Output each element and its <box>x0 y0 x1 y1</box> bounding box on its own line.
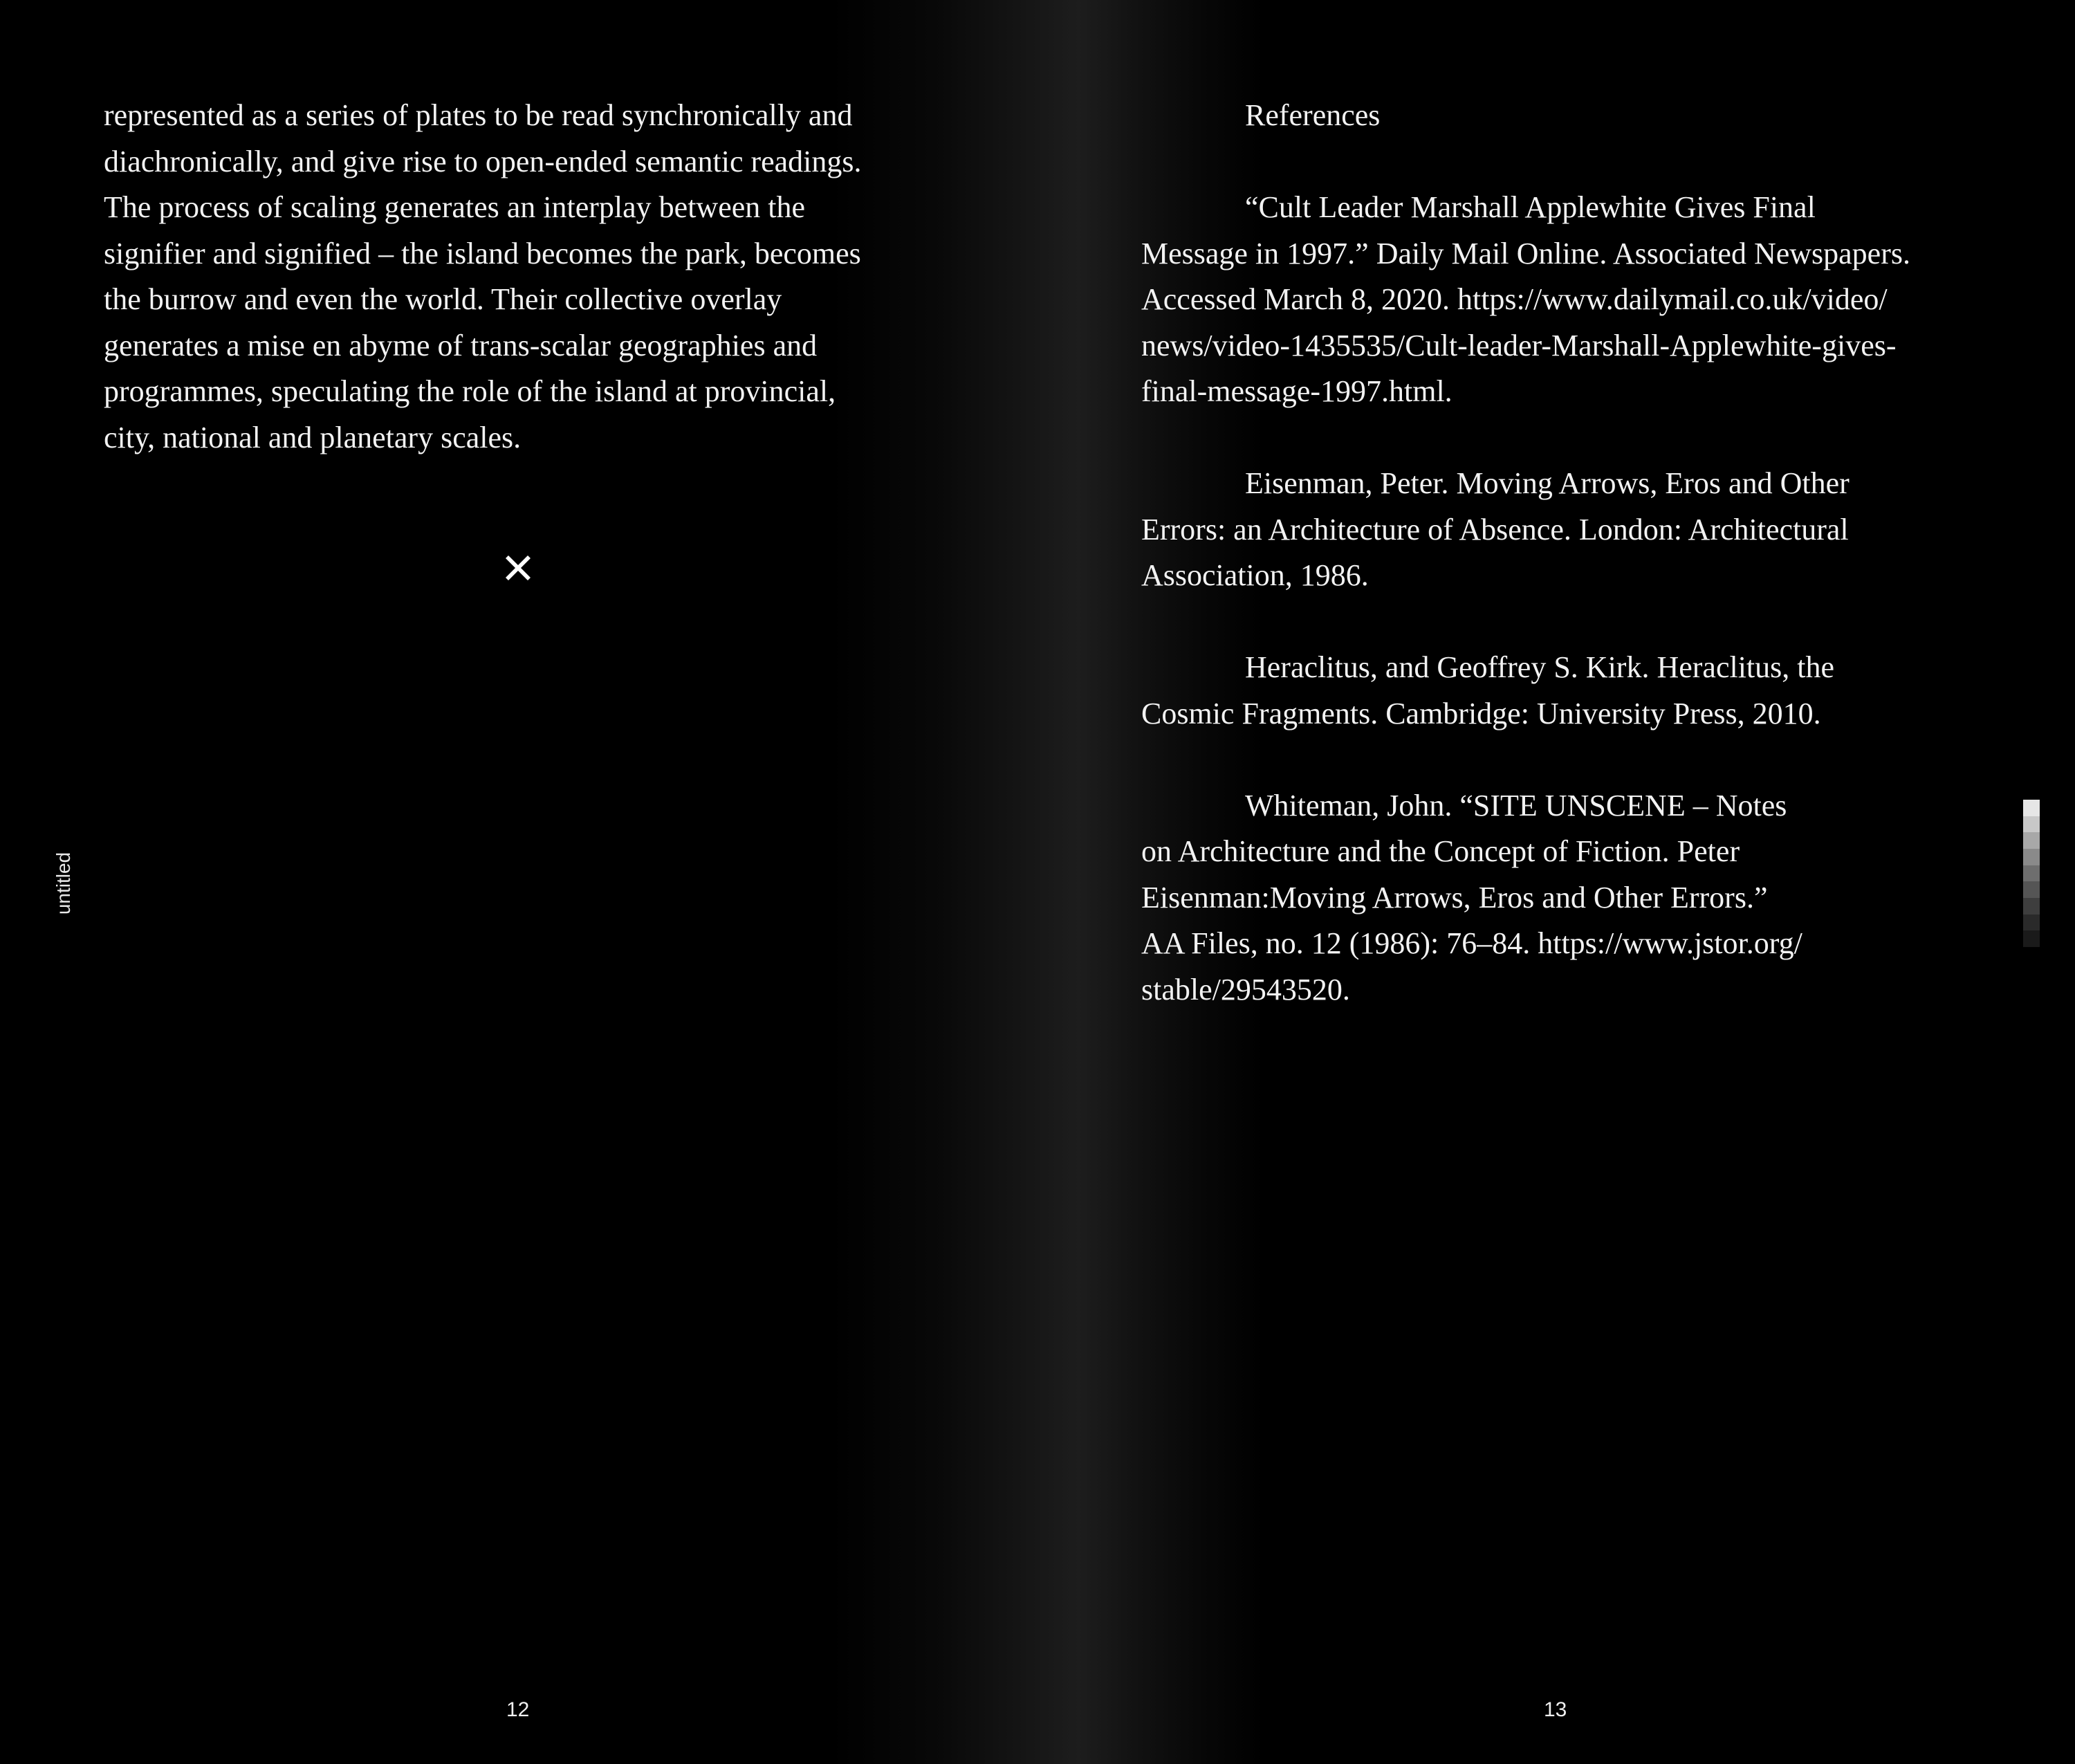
reference-line: Accessed March 8, 2020. https://www.dailymail.co.uk/video/ <box>1141 282 1888 316</box>
reference-line: Errors: an Architecture of Absence. London: Architectural <box>1141 512 1849 546</box>
greyscale-swatch <box>2023 930 2040 947</box>
reference-line: Association, 1986. <box>1141 558 1369 592</box>
greyscale-swatch <box>2023 800 2040 816</box>
reference-line: on Architecture and the Concept of Fiction. Peter <box>1141 834 1740 868</box>
left-page-body-text <box>104 93 989 461</box>
reference-line: Eisenman, Peter. Moving Arrows, Eros and Other <box>1245 466 1850 500</box>
reference-line: news/video-1435535/Cult-leader-Marshall-Applewhite-gives- <box>1141 328 1897 362</box>
reference-entry <box>1141 461 1978 599</box>
body-line: The process of scaling generates an interplay between the <box>104 190 806 224</box>
greyscale-swatch <box>2023 915 2040 931</box>
side-label: untitled <box>53 852 75 915</box>
reference-line: Eisenman:Moving Arrows, Eros and Other Errors.” <box>1141 880 1768 915</box>
body-line: the burrow and even the world. Their collective overlay <box>104 282 782 316</box>
reference-line: Whiteman, John. “SITE UNSCENE – Notes <box>1245 788 1787 823</box>
reference-line: AA Files, no. 12 (1986): 76–84. https://www.jstor.org/ <box>1141 926 1802 960</box>
reference-line: Cosmic Fragments. Cambridge: University Press, 2010. <box>1141 696 1821 731</box>
reference-line: “Cult Leader Marshall Applewhite Gives Final <box>1245 190 1816 224</box>
reference-entry <box>1141 783 1978 1013</box>
body-line: city, national and planetary scales. <box>104 420 522 454</box>
body-line: programmes, speculating the role of the island at provincial, <box>104 374 836 408</box>
references-title: References <box>1245 98 1381 132</box>
greyscale-swatch <box>2023 865 2040 882</box>
greyscale-swatch <box>2023 898 2040 915</box>
reference-line: stable/29543520. <box>1141 972 1350 1007</box>
greyscale-swatch <box>2023 816 2040 833</box>
reference-line: final-message-1997.html. <box>1141 374 1452 408</box>
greyscale-swatch <box>2023 832 2040 849</box>
cross-ornament-icon <box>501 551 535 585</box>
reference-line: Message in 1997.” Daily Mail Online. Associated Newspapers. <box>1141 236 1910 270</box>
references-section <box>1141 93 1978 1013</box>
body-line: represented as a series of plates to be read synchronically and <box>104 98 853 132</box>
reference-line: Heraclitus, and Geoffrey S. Kirk. Heraclitus, the <box>1245 650 1835 684</box>
page-number-left: 12 <box>506 1698 530 1721</box>
greyscale-swatch <box>2023 849 2040 865</box>
greyscale-swatch <box>2023 881 2040 898</box>
body-line: signifier and signified – the island becomes the park, becomes <box>104 236 861 270</box>
body-line: diachronically, and give rise to open-ended semantic readings. <box>104 144 862 178</box>
reference-entry <box>1141 185 1978 415</box>
greyscale-calibration-strip <box>2023 800 2040 947</box>
reference-entry <box>1141 645 1978 737</box>
body-line: generates a mise en abyme of trans-scalar geographies and <box>104 328 818 362</box>
page-number-right: 13 <box>1544 1698 1567 1721</box>
